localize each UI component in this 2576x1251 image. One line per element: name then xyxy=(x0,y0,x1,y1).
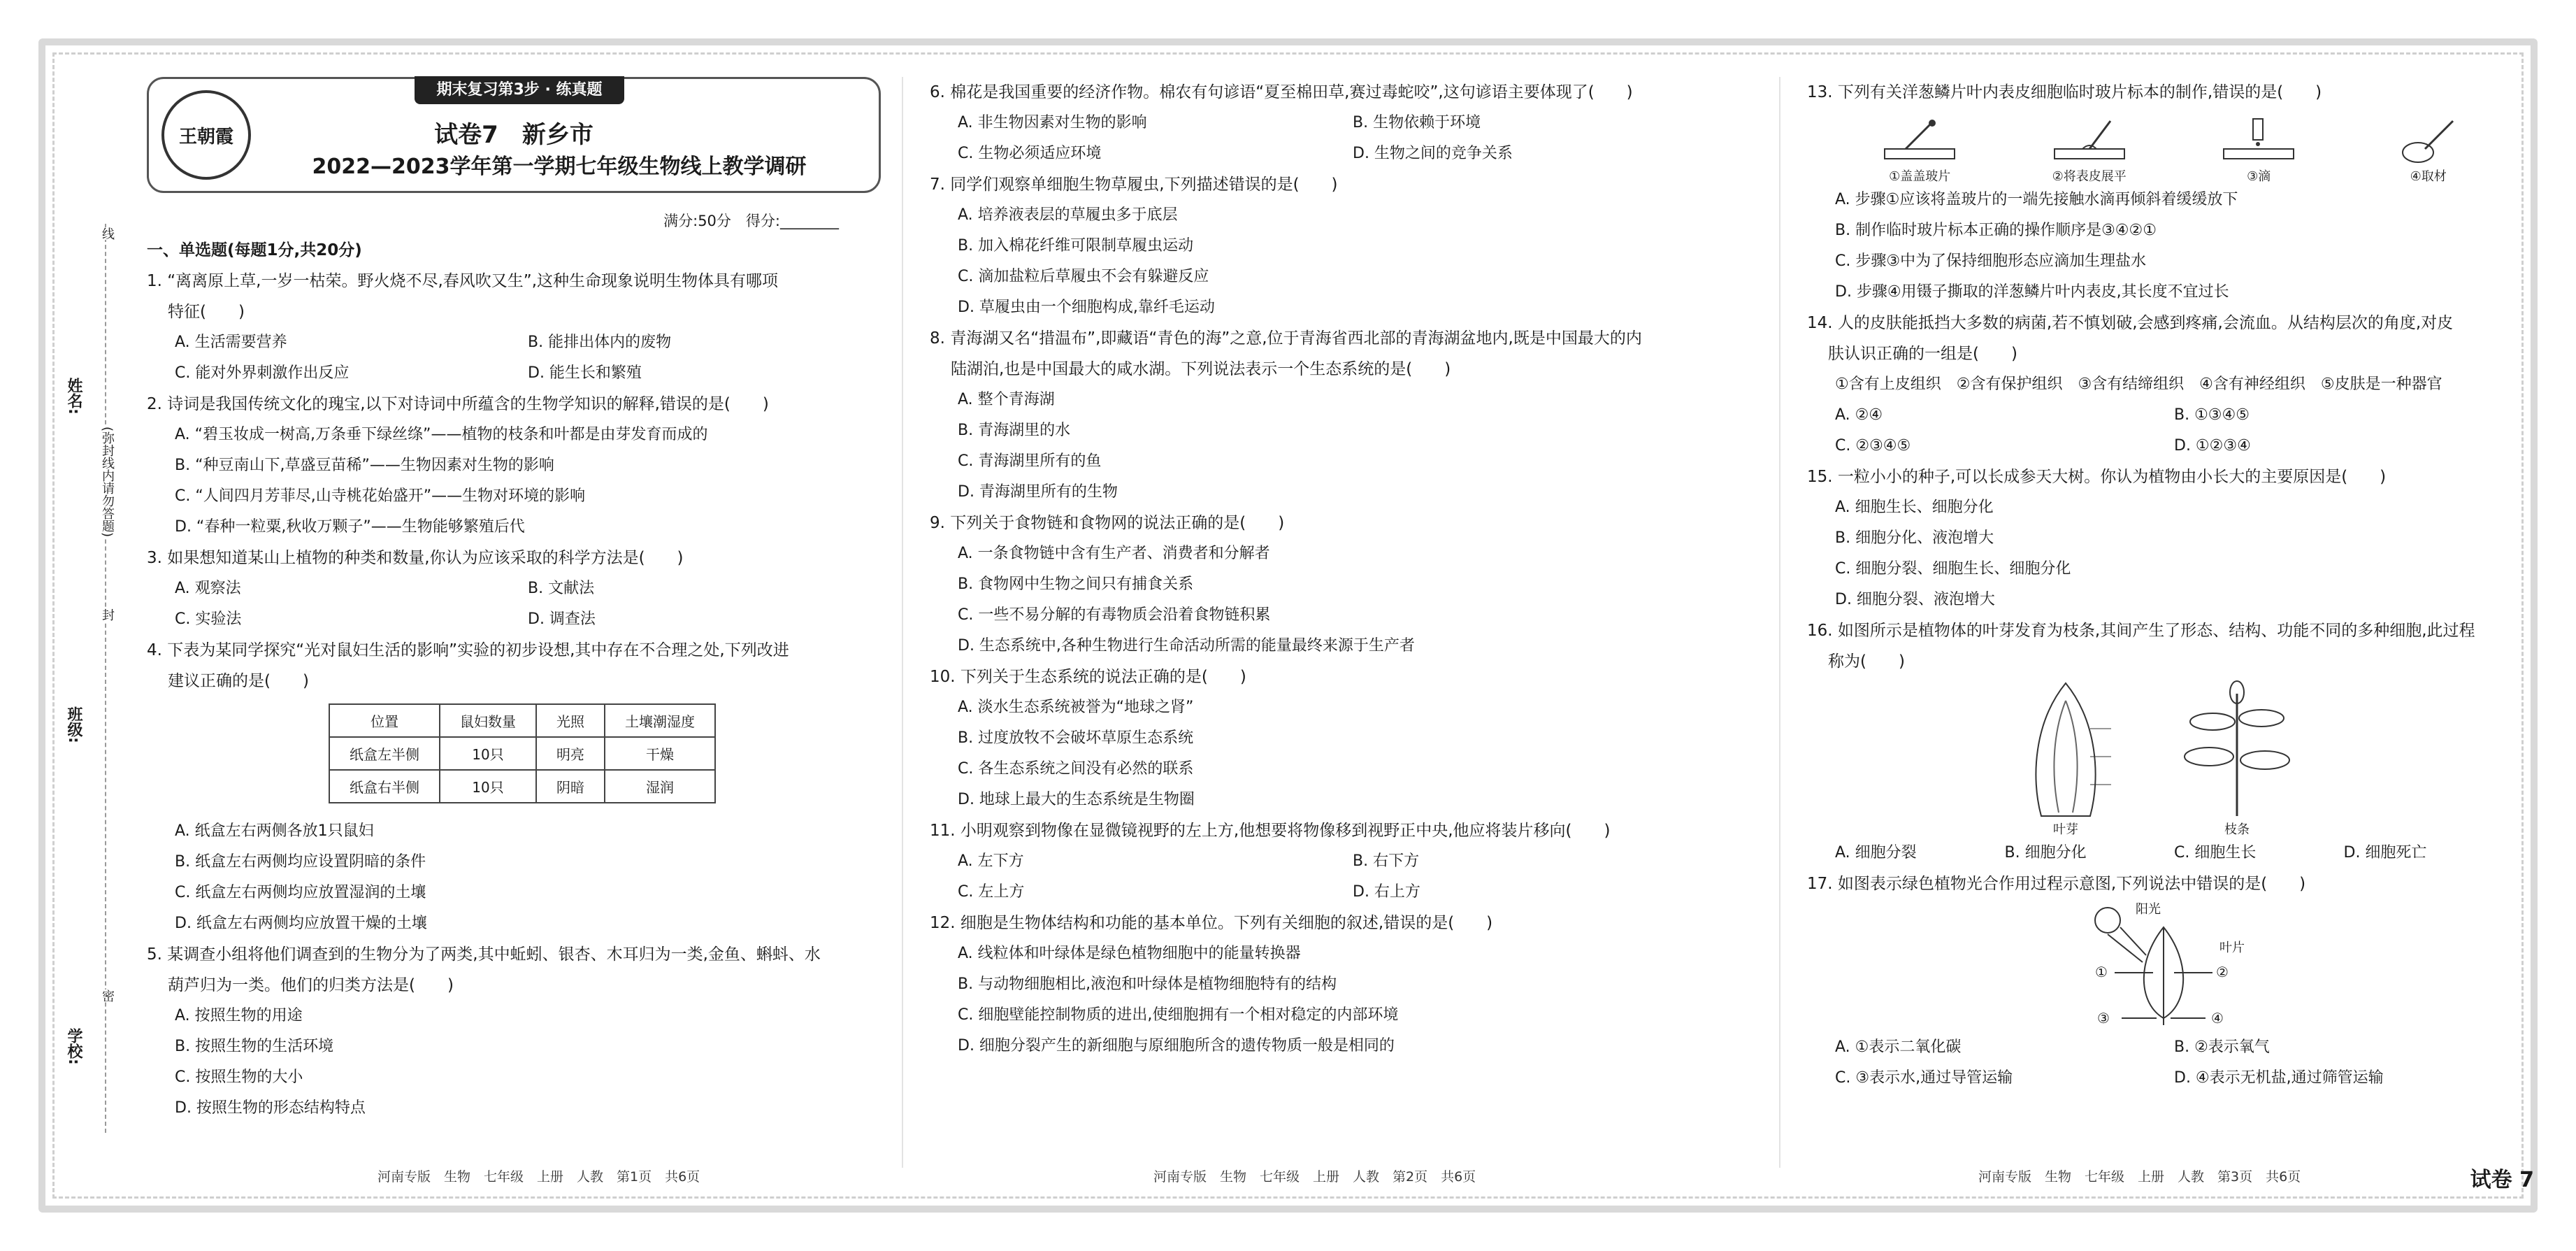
table-row xyxy=(329,770,715,803)
step-label: ①盖盖玻片 xyxy=(1889,169,1951,184)
question-15: 15. 一粒小小的种子,可以长成参天大树。你认为植物由小长大的主要原因是( ) xyxy=(1807,468,2387,486)
option[interactable]: D. 调查法 xyxy=(528,610,596,628)
option[interactable]: A. 纸盒左右两侧各放1只鼠妇 xyxy=(175,822,374,840)
question-7: 7. 同学们观察单细胞生物草履虫,下列描述错误的是( ) xyxy=(930,176,1338,194)
option[interactable]: B. “种豆南山下,草盛豆苗稀”——生物因素对生物的影响 xyxy=(175,457,554,474)
option[interactable]: A. 细胞生长、细胞分化 xyxy=(1835,499,1994,516)
option[interactable]: B. 纸盒左右两侧均应设置阴暗的条件 xyxy=(175,853,426,871)
logo: 王朝霞 xyxy=(161,90,251,180)
option[interactable]: A. ①表示二氧化碳 xyxy=(1835,1038,1962,1056)
option[interactable]: B. 制作临时玻片标本正确的操作顺序是③④②① xyxy=(1835,222,2157,239)
question-11-options xyxy=(930,846,1748,908)
table-cell: 明亮 xyxy=(536,737,605,770)
option[interactable]: D. 步骤④用镊子撕取的洋葱鳞片叶内表皮,其长度不宜过长 xyxy=(1835,283,2229,301)
table-cell: 干燥 xyxy=(605,737,715,770)
option[interactable]: B. 能排出体内的废物 xyxy=(528,334,672,351)
option[interactable]: B. 细胞分化 xyxy=(2004,844,2087,862)
question-11: 11. 小明观察到物像在显微镜视野的左上方,他想要将物像移到视野正中央,他应将装片移向( ) xyxy=(930,822,1611,840)
option[interactable]: A. 非生物因素对生物的影响 xyxy=(958,114,1147,131)
marker-2: ② xyxy=(2216,964,2229,980)
table-cell: 湿润 xyxy=(605,770,715,803)
option[interactable]: B. ①③④⑤ xyxy=(2174,406,2250,424)
option[interactable]: D. 草履虫由一个细胞构成,靠纤毛运动 xyxy=(958,299,1215,316)
option[interactable]: C. 细胞生长 xyxy=(2174,844,2257,862)
option[interactable]: D. 细胞分裂产生的新细胞与原细胞所含的遗传物质一般是相同的 xyxy=(958,1037,1395,1055)
header-box xyxy=(147,77,881,193)
slide-steps-figure xyxy=(1807,108,2513,185)
marker-4: ④ xyxy=(2211,1010,2224,1027)
step-label: ③滴 xyxy=(2247,169,2271,184)
column-2 xyxy=(930,77,1748,1154)
step-label: ②将表皮展平 xyxy=(2052,169,2127,184)
question-4-cont: 建议正确的是( ) xyxy=(168,672,309,690)
spread-epidermis-icon xyxy=(2048,117,2131,166)
table-cell: 纸盒右半侧 xyxy=(329,770,440,803)
option[interactable]: B. 青海湖里的水 xyxy=(958,422,1071,439)
question-6-options xyxy=(930,108,1748,169)
question-3: 3. 如果想知道某山上植物的种类和数量,你认为应该采取的科学方法是( ) xyxy=(147,549,684,567)
question-16: 16. 如图所示是植物体的叶芽发育为枝条,其间产生了形态、结构、功能不同的多种细胞,此过程 xyxy=(1807,622,2475,640)
question-12: 12. 细胞是生物体结构和功能的基本单位。下列有关细胞的叙述,错误的是( ) xyxy=(930,914,1493,932)
option[interactable]: C. 纸盒左右两侧均应放置湿润的土壤 xyxy=(175,884,426,901)
question-13: 13. 下列有关洋葱鳞片叶内表皮细胞临时玻片标本的制作,错误的是( ) xyxy=(1807,83,2322,101)
table-row xyxy=(329,737,715,770)
step-figure xyxy=(2217,117,2301,185)
option[interactable]: B. 过度放牧不会破坏草原生态系统 xyxy=(958,729,1194,747)
question-5-cont: 葫芦归为一类。他们的归类方法是( ) xyxy=(168,976,454,994)
option[interactable]: A. 步骤①应该将盖玻片的一端先接触水滴再倾斜着缓缓放下 xyxy=(1835,191,2238,208)
option[interactable]: A. 一条食物链中含有生产者、消费者和分解者 xyxy=(958,545,1270,562)
option[interactable]: B. 生物依赖于环境 xyxy=(1353,114,1481,131)
question-2: 2. 诗词是我国传统文化的瑰宝,以下对诗词中所蕴含的生物学知识的解释,错误的是( ) xyxy=(147,395,769,413)
bud-figure xyxy=(1807,677,2513,838)
question-14-items: ①含有上皮组织 ②含有保护组织 ③含有结缔组织 ④含有神经组织 ⑤皮肤是一种器官 xyxy=(1835,376,2442,393)
table-cell: 10只 xyxy=(440,770,536,803)
option[interactable]: A. 淡水生态系统被誉为“地球之肾” xyxy=(958,699,1194,716)
section-title: 一、单选题(每题1分,共20分) xyxy=(147,241,362,259)
step-figure xyxy=(1878,117,1962,185)
option[interactable]: A. 培养液表层的草履虫多于底层 xyxy=(958,206,1178,224)
question-16-cont: 称为( ) xyxy=(1828,652,1905,671)
option[interactable]: B. 右下方 xyxy=(1353,852,1420,870)
option[interactable]: B. 食物网中生物之间只有捕食关系 xyxy=(958,576,1194,593)
option[interactable]: C. 能对外界刺激作出反应 xyxy=(175,364,350,382)
option[interactable]: C. 青海湖里所有的鱼 xyxy=(958,452,1102,470)
option[interactable]: C. 按照生物的大小 xyxy=(175,1068,303,1086)
option[interactable]: D. 生态系统中,各种生物进行生命活动所需的能量最终来源于生产者 xyxy=(958,637,1415,655)
option[interactable]: C. 细胞分裂、细胞生长、细胞分化 xyxy=(1835,560,2071,578)
branch-figure xyxy=(2174,680,2300,838)
option[interactable]: D. 右上方 xyxy=(1353,883,1420,901)
option[interactable]: B. 加入棉花纤维可限制草履虫运动 xyxy=(958,237,1194,255)
column-divider xyxy=(902,77,903,1168)
option[interactable]: A. 左下方 xyxy=(958,852,1024,870)
option[interactable]: A. 按照生物的用途 xyxy=(175,1007,303,1024)
table-header: 土壤潮湿度 xyxy=(605,704,715,737)
question-17: 17. 如图表示绿色植物光合作用过程示意图,下列说法中错误的是( ) xyxy=(1807,875,2306,893)
question-1-cont: 特征( ) xyxy=(168,303,245,321)
question-14-options xyxy=(1807,400,2513,462)
option[interactable]: C. 各生态系统之间没有必然的联系 xyxy=(958,760,1194,778)
paper-number: 试卷 7 xyxy=(2470,1168,2534,1192)
option[interactable]: C. 左上方 xyxy=(958,883,1025,901)
option[interactable]: D. 地球上最大的生态系统是生物圈 xyxy=(958,791,1195,808)
option[interactable]: B. 与动物细胞相比,液泡和叶绿体是植物细胞特有的结构 xyxy=(958,975,1337,993)
leaf-label: 叶片 xyxy=(2219,941,2245,955)
question-10: 10. 下列关于生态系统的说法正确的是( ) xyxy=(930,668,1246,686)
header-ribbon: 期末复习第3步 · 练真题 xyxy=(415,76,624,104)
option[interactable]: B. 文献法 xyxy=(528,580,595,597)
photosynthesis-leaf-icon xyxy=(2059,899,2268,1032)
question-3-options xyxy=(147,573,881,635)
dropper-icon xyxy=(2217,117,2301,166)
column-3 xyxy=(1807,77,2513,1154)
option[interactable]: D. “春种一粒粟,秋收万颗子”——生物能够繁殖后代 xyxy=(175,518,525,536)
option[interactable]: D. 能生长和繁殖 xyxy=(528,364,642,382)
option[interactable]: C. 一些不易分解的有毒物质会沿着食物链积累 xyxy=(958,606,1271,624)
step-label: ④取材 xyxy=(2410,169,2447,184)
option[interactable]: D. 青海湖里所有的生物 xyxy=(958,483,1118,501)
question-14-cont: 肤认识正确的一组是( ) xyxy=(1828,345,2017,363)
table-header: 鼠妇数量 xyxy=(440,704,536,737)
option[interactable]: A. 观察法 xyxy=(175,580,241,597)
marker-3: ③ xyxy=(2097,1010,2110,1027)
option[interactable]: A. 整个青海湖 xyxy=(958,391,1055,408)
option[interactable]: C. 步骤③中为了保持细胞形态应滴加生理盐水 xyxy=(1835,252,2147,270)
option[interactable]: C. 实验法 xyxy=(175,610,242,628)
question-8-cont: 陆湖泊,也是中国最大的咸水湖。下列说法表示一个生态系统的是( ) xyxy=(951,360,1451,378)
class-label: 班级: xyxy=(65,706,82,743)
page-subtitle: 2022—2023学年第一学期七年级生物线上教学调研 xyxy=(312,155,807,179)
figure-label: 枝条 xyxy=(2224,822,2250,837)
column-divider xyxy=(1779,77,1780,1168)
cover-slip-icon xyxy=(1878,117,1962,166)
option[interactable]: C. ③表示水,通过导管运输 xyxy=(1835,1069,2013,1087)
step-figure xyxy=(2387,117,2470,185)
leaf-bud-icon xyxy=(2020,680,2111,820)
table-cell: 纸盒左半侧 xyxy=(329,737,440,770)
option[interactable]: D. 生物之间的竞争关系 xyxy=(1353,145,1513,162)
table-header: 光照 xyxy=(536,704,605,737)
sun-label: 阳光 xyxy=(2136,902,2161,917)
seal-text-seal: 封 xyxy=(98,608,116,621)
page-footer: 河南专版 生物 七年级 上册 人教 第1页 共6页 xyxy=(377,1169,700,1185)
question-5: 5. 某调查小组将他们调查到的生物分为了两类,其中蚯蚓、银杏、木耳归为一类,金鱼、蝌蚪、水 xyxy=(147,945,821,964)
experiment-table xyxy=(329,703,716,803)
option[interactable]: B. 按照生物的生活环境 xyxy=(175,1038,334,1055)
question-1: 1. “离离原上草,一岁一枯荣。野火烧不尽,春风吹又生”,这种生命现象说明生物体具有哪项 xyxy=(147,272,779,290)
option[interactable]: B. 细胞分化、液泡增大 xyxy=(1835,529,1994,547)
option[interactable]: A. 线粒体和叶绿体是绿色植物细胞中的能量转换器 xyxy=(958,945,1301,962)
table-cell: 10只 xyxy=(440,737,536,770)
option[interactable]: D. 细胞死亡 xyxy=(2343,844,2427,862)
question-6: 6. 棉花是我国重要的经济作物。棉农有句谚语“夏至棉田草,赛过毒蛇咬”,这句谚语主要体现了( ) xyxy=(930,83,1633,101)
page-footer: 河南专版 生物 七年级 上册 人教 第3页 共6页 xyxy=(1978,1169,2301,1185)
tweezers-icon xyxy=(2387,117,2470,166)
seal-text-line: 线 xyxy=(98,227,116,240)
option[interactable]: C. 滴加盐粒后草履虫不会有躲避反应 xyxy=(958,268,1209,285)
option[interactable]: B. ②表示氧气 xyxy=(2174,1038,2270,1056)
option[interactable]: C. 生物必须适应环境 xyxy=(958,145,1102,162)
option[interactable]: C. “人间四月芳菲尽,山寺桃花始盛开”——生物对环境的影响 xyxy=(175,487,586,505)
question-1-options xyxy=(147,327,881,389)
leaf-bud-figure xyxy=(2020,680,2111,838)
photosynthesis-figure xyxy=(1807,899,2513,1032)
page-footer: 河南专版 生物 七年级 上册 人教 第2页 共6页 xyxy=(1153,1169,1476,1185)
option[interactable]: D. 按照生物的形态结构特点 xyxy=(175,1099,366,1117)
question-17-options xyxy=(1807,1032,2513,1094)
option[interactable]: A. “碧玉妆成一树高,万条垂下绿丝绦”——植物的枝条和叶都是由芽发育而成的 xyxy=(175,426,708,443)
option[interactable]: A. 细胞分裂 xyxy=(1835,844,1917,862)
score-line: 满分:50分 得分:________ xyxy=(663,213,839,229)
name-label: 姓名: xyxy=(65,378,82,415)
seal-note: (弥封线内请勿答题) xyxy=(98,427,116,537)
figure-label: 叶芽 xyxy=(2053,822,2078,837)
step-figure xyxy=(2048,117,2131,185)
question-8: 8. 青海湖又名“措温布”,即藏语“青色的海”之意,位于青海省西北部的青海湖盆地内,既是中国最大的内 xyxy=(930,329,1642,348)
option[interactable]: D. 纸盒左右两侧均应放置干燥的土壤 xyxy=(175,915,427,932)
option[interactable]: A. ②④ xyxy=(1835,406,1883,424)
question-9: 9. 下列关于食物链和食物网的说法正确的是( ) xyxy=(930,514,1285,532)
option[interactable]: C. ②③④⑤ xyxy=(1835,437,1911,455)
option[interactable]: A. 生活需要营养 xyxy=(175,334,287,351)
option[interactable]: D. ④表示无机盐,通过筛管运输 xyxy=(2174,1069,2384,1087)
table-header: 位置 xyxy=(329,704,440,737)
question-16-options xyxy=(1807,838,2513,868)
school-label: 学校: xyxy=(65,1028,82,1065)
seal-text-secret: 密 xyxy=(98,989,116,1002)
marker-1: ① xyxy=(2095,964,2108,980)
option[interactable]: D. 细胞分裂、液泡增大 xyxy=(1835,591,1995,608)
column-1 xyxy=(147,77,881,1154)
table-cell: 阴暗 xyxy=(536,770,605,803)
option[interactable]: D. ①②③④ xyxy=(2174,437,2251,455)
page-title: 试卷7 新乡市 xyxy=(434,121,593,149)
question-4: 4. 下表为某同学探究“光对鼠妇生活的影响”实验的初步设想,其中存在不合理之处,下列改进 xyxy=(147,641,789,659)
question-14: 14. 人的皮肤能抵挡大多数的病菌,若不慎划破,会感到疼痛,会流血。从结构层次的角度,对皮 xyxy=(1807,314,2454,332)
branch-icon xyxy=(2174,680,2300,820)
option[interactable]: C. 细胞壁能控制物质的进出,使细胞拥有一个相对稳定的内部环境 xyxy=(958,1006,1399,1024)
